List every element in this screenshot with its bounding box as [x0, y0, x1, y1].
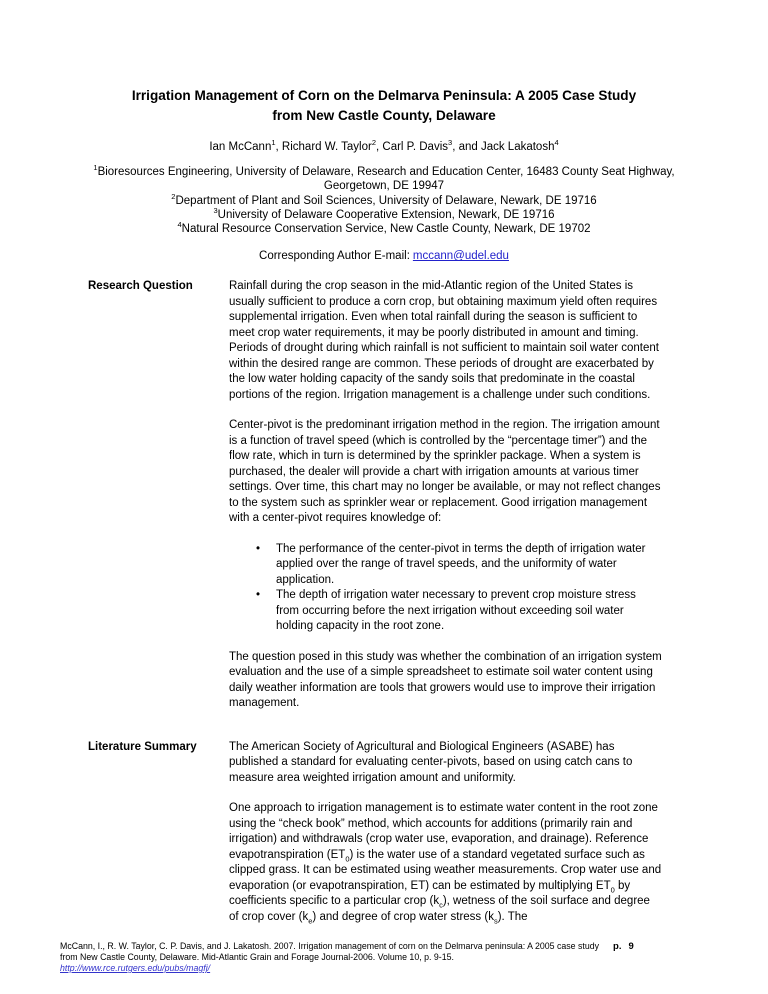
text-run: ) and degree of crop water stress (k [312, 910, 494, 923]
paragraph: The question posed in this study was whether the combination of an irrigation system evaluation and the use of a simple spreadsheet to estimate soil water content using daily weather information are tools that growers would use to improve their irrigation management. [229, 650, 662, 709]
citation-text: McCann, I., R. W. Taylor, C. P. Davis, and J. Lakatosh. 2007. Irrigation management of corn on the Delmarva peninsula: A 2005 case study [60, 941, 600, 951]
text-run: ), wetness of the soil surface and degree of crop cover (k [229, 895, 650, 923]
section-body [229, 740, 662, 941]
paragraph-with-subscripts [229, 801, 662, 925]
affil-text: Department of Plant and Soil Sciences, University of Delaware, Newark, DE 19716 [175, 194, 597, 207]
paper-body [88, 279, 664, 940]
section-body [229, 279, 662, 727]
paragraph: Rainfall during the crop season in the mid-Atlantic region of the United States is usually sufficient to produce a corn crop, but obtaining maximum yield often requires supplemental irrigation. Even when total rainfall during the season is sufficient to meet crop water requirements, it may be poorly distributed in amount and timing. Periods of drought during which rainfall is not sufficient to maintain soil water content within the desired range are common. These periods of drought are exacerbated by the low water holding capacity of the sandy soils that predominate in the coastal portions of the region. Irrigation management is a challenge under such conditions. [229, 280, 659, 401]
section-label-research-question: Research Question [88, 280, 193, 292]
affiliation-2 [84, 191, 684, 208]
paper-title-line1: Irrigation Management of Corn on the Delmarva Peninsula: A 2005 Case Study [131, 88, 637, 103]
author-name: , Carl P. Davis [376, 141, 449, 153]
affiliation-3 [84, 208, 684, 222]
affil-text: Natural Resource Conservation Service, New Castle County, Newark, DE 19702 [181, 223, 591, 236]
section-literature-summary [88, 740, 664, 941]
affiliations [84, 165, 684, 236]
paragraph: The American Society of Agricultural and Biological Engineers (ASABE) has published a standard for evaluating center-pivots, based on using catch cans to measure area weighted irrigation amount and uniformity. [229, 740, 633, 784]
corresponding-author-line [0, 249, 768, 263]
author-affil-ref: 1 [271, 138, 276, 148]
affil-number: 4 [177, 220, 182, 230]
author-affil-ref: 2 [371, 138, 376, 148]
citation-line1 [60, 941, 705, 952]
page-number: 9 [628, 941, 634, 952]
subscript: 0 [610, 884, 615, 894]
affil-number: 2 [171, 191, 176, 201]
affil-text: Bioresources Engineering, University of Delaware, Research and Education Center, 16483 County Seat Highway, Georgetown, DE 19947 [97, 166, 675, 193]
bullet-item: • The depth of irrigation water necessary to prevent crop moisture stress from occurring before the next irrigation without exceeding soil water holding capacity in the root zone. [229, 588, 662, 635]
subscript: s [493, 915, 498, 925]
section-research-question [88, 279, 664, 727]
paper-title-line2: from New Castle County, Delaware [272, 108, 496, 123]
page-number-label: p. 9 [613, 941, 634, 952]
affiliation-1 [84, 165, 684, 194]
affiliation-4 [84, 222, 684, 236]
author-affil-ref: 3 [448, 138, 453, 148]
author-name: , Richard W. Taylor [275, 141, 372, 153]
author-name: Ian McCann [209, 141, 272, 153]
paper-title [0, 86, 768, 126]
text-run: One approach to irrigation management is to estimate water content in the root zone using the “check book” method, which accounts for additions (primarily rain and irrigation) and withdrawals (crop water use, evaporation, and drainage). Reference evapotranspiration (ET [229, 802, 658, 861]
affil-number: 1 [93, 163, 98, 173]
subscript: c [439, 900, 443, 910]
paper-header [0, 86, 768, 263]
affil-text: University of Delaware Cooperative Extension, Newark, DE 19716 [217, 208, 555, 221]
citation-line2: from New Castle County, Delaware. Mid-Atlantic Grain and Forage Journal-2006. Volume 10, p. 9-15. [60, 952, 454, 962]
citation-footer [60, 941, 705, 974]
text-run: by coefficients specific to a particular crop (k [229, 879, 631, 907]
bullet-list [229, 542, 662, 635]
author-name: , and Jack Lakatosh [452, 141, 555, 153]
corresponding-label: Corresponding Author E-mail: [259, 250, 410, 263]
affil-number: 3 [213, 206, 218, 216]
subscript: e [308, 915, 313, 925]
paragraph: Center-pivot is the predominant irrigation method in the region. The irrigation amount is a function of travel speed (which is controlled by the “percentage timer”) and the flow rate, which in turn is determined by the sprinkler package. When a system is purchased, the dealer will provide a chart with irrigation amounts at various timer settings. Over time, this chart may no longer be available, or may not reflect changes to the system such as sprinkler wear or replacement. Good irrigation management with a center-pivot requires knowledge of: [229, 419, 661, 524]
text-run: ). The [497, 910, 528, 923]
bullet-item: • The performance of the center-pivot in terms the depth of irrigation water applied over the range of travel speeds, and the uniformity of water application. [229, 542, 662, 589]
journal-url-link[interactable]: http://www.rce.rutgers.edu/pubs/magfj/ [60, 963, 211, 973]
email-link[interactable]: mccann@udel.edu [412, 250, 509, 263]
text-run: ) is the water use of a standard vegetated surface such as clipped grass. It can be estimated using weather measurements. Crop water use and evaporation (or evapotranspiration, ET) can be estimated by multiplying ET [229, 848, 662, 892]
section-label-literature-summary: Literature Summary [88, 740, 197, 753]
authors-line [0, 140, 768, 154]
subscript: 0 [345, 853, 350, 863]
author-affil-ref: 4 [554, 138, 559, 148]
